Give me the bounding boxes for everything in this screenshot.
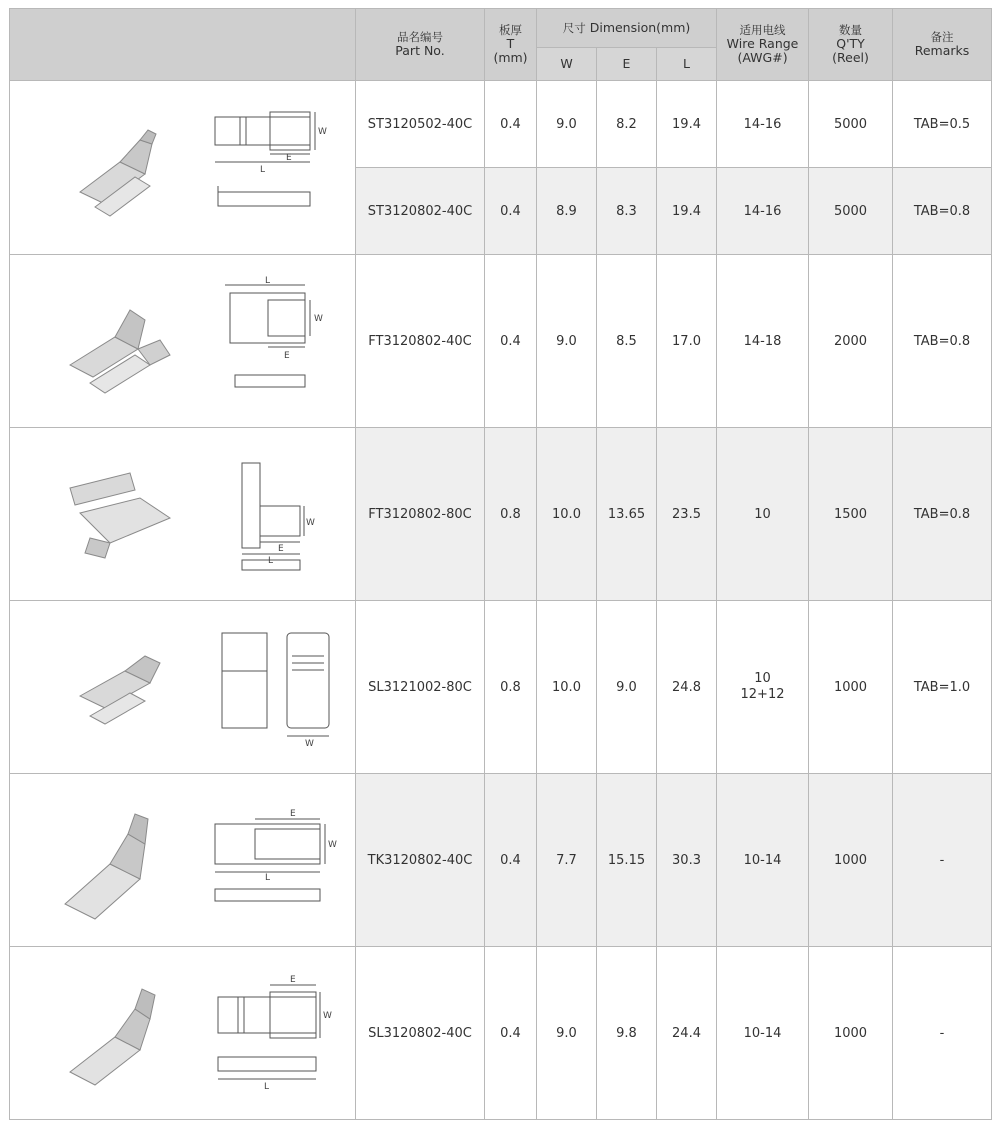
dim-label-l: L — [264, 1082, 270, 1092]
dim-w: 9.0 — [537, 255, 597, 428]
dim-e: 9.0 — [597, 601, 657, 774]
part-no: SL3120802-40C — [356, 947, 485, 1120]
header-part-no-cn: 品名编号 — [397, 29, 443, 44]
dim-label-w: W — [328, 840, 337, 850]
dim-l: 23.5 — [657, 428, 717, 601]
quantity: 2000 — [809, 255, 893, 428]
header-w: W — [537, 48, 597, 81]
terminal-illustration — [10, 601, 356, 773]
terminal-drawing — [225, 285, 310, 387]
product-image-cell — [10, 428, 356, 601]
wire-range — [717, 601, 809, 774]
remarks: TAB=0.5 — [893, 81, 992, 168]
dim-e: 13.65 — [597, 428, 657, 601]
wire-range: 14-16 — [717, 168, 809, 255]
header-dimension-cn: 尺寸 — [562, 20, 586, 35]
dim-label-e: E — [290, 809, 296, 819]
remarks: TAB=0.8 — [893, 428, 992, 601]
table-row — [10, 774, 992, 947]
remarks: - — [893, 774, 992, 947]
table-row — [10, 81, 992, 168]
header-qty-en: Q'TY — [836, 35, 865, 51]
quantity: 1000 — [809, 774, 893, 947]
dim-e: 9.8 — [597, 947, 657, 1120]
header-thickness-cn: 板厚 — [499, 22, 522, 37]
dim-label-e: E — [284, 351, 290, 361]
quantity: 1000 — [809, 601, 893, 774]
wire-range: 10-14 — [717, 774, 809, 947]
dim-l: 19.4 — [657, 81, 717, 168]
header-wire-cn: 适用电线 — [739, 22, 786, 37]
header-dimension — [537, 9, 717, 48]
terminal-photo — [80, 656, 160, 724]
thickness: 0.4 — [485, 947, 537, 1120]
terminal-photo — [70, 310, 170, 393]
thickness: 0.8 — [485, 428, 537, 601]
dim-l: 30.3 — [657, 774, 717, 947]
header-part-no-en: Part No. — [395, 42, 445, 58]
quantity: 1000 — [809, 947, 893, 1120]
part-no: TK3120802-40C — [356, 774, 485, 947]
wire-range-line-1: 10 — [754, 671, 771, 687]
thickness: 0.4 — [485, 774, 537, 947]
terminal-photo — [65, 814, 148, 919]
thickness: 0.4 — [485, 81, 537, 168]
dim-label-e: E — [290, 975, 296, 985]
table-row — [10, 428, 992, 601]
wire-range: 14-18 — [717, 255, 809, 428]
table-row — [10, 601, 992, 774]
part-no: FT3120802-80C — [356, 428, 485, 601]
terminal-spec-table — [9, 8, 992, 1120]
dim-label-e: E — [278, 544, 284, 554]
header-remarks — [893, 9, 992, 81]
product-image-cell — [10, 81, 356, 255]
dim-label-l: L — [265, 276, 271, 286]
dim-label-w: W — [318, 126, 327, 137]
dim-w: 8.9 — [537, 168, 597, 255]
dim-label-w: W — [305, 739, 314, 749]
terminal-illustration — [10, 428, 356, 600]
product-image-cell — [10, 774, 356, 947]
terminal-photo — [80, 130, 156, 216]
header-qty-unit: (Reel) — [832, 50, 869, 66]
header-thickness-en: T — [506, 35, 515, 51]
wire-range: 10-14 — [717, 947, 809, 1120]
terminal-drawing — [242, 463, 304, 570]
dim-label-w: W — [314, 314, 323, 324]
dim-e: 8.3 — [597, 168, 657, 255]
dim-e: 15.15 — [597, 774, 657, 947]
table-row — [10, 255, 992, 428]
dim-l: 24.4 — [657, 947, 717, 1120]
quantity: 1500 — [809, 428, 893, 601]
header-l: L — [657, 48, 717, 81]
header-wire-unit: (AWG#) — [737, 50, 788, 66]
remarks: TAB=0.8 — [893, 168, 992, 255]
terminal-drawing — [222, 633, 329, 736]
dim-w: 10.0 — [537, 428, 597, 601]
dim-w: 7.7 — [537, 774, 597, 947]
terminal-drawing — [215, 112, 315, 206]
terminal-illustration — [10, 947, 356, 1119]
wire-range-line-2: 12+12 — [740, 687, 785, 702]
thickness: 0.8 — [485, 601, 537, 774]
header-remarks-en: Remarks — [914, 42, 970, 58]
header-wire-en: Wire Range — [726, 35, 799, 51]
dim-l: 17.0 — [657, 255, 717, 428]
header-thickness-unit: (mm) — [493, 50, 528, 66]
remarks: TAB=1.0 — [893, 601, 992, 774]
dim-label-l: L — [268, 556, 274, 566]
header-thickness — [485, 9, 537, 81]
remarks: TAB=0.8 — [893, 255, 992, 428]
dim-label-l: L — [260, 164, 266, 175]
header-remarks-cn: 备注 — [930, 29, 954, 44]
thickness: 0.4 — [485, 255, 537, 428]
terminal-illustration — [10, 774, 356, 946]
dim-w: 9.0 — [537, 947, 597, 1120]
terminal-photo — [70, 989, 155, 1085]
product-image-cell — [10, 947, 356, 1120]
part-no: ST3120502-40C — [356, 81, 485, 168]
spec-table-container — [9, 8, 991, 1124]
header-row-top — [10, 9, 992, 48]
header-qty-cn: 数量 — [839, 22, 863, 37]
dim-label-e: E — [286, 152, 292, 163]
header-qty — [809, 9, 893, 81]
part-no: ST3120802-40C — [356, 168, 485, 255]
dim-label-w: W — [323, 1011, 332, 1021]
thickness: 0.4 — [485, 168, 537, 255]
part-no: FT3120802-40C — [356, 255, 485, 428]
wire-range: 14-16 — [717, 81, 809, 168]
table-row — [10, 947, 992, 1120]
dim-l: 24.8 — [657, 601, 717, 774]
terminal-illustration — [10, 255, 356, 427]
dim-label-w: W — [306, 518, 315, 528]
dim-e: 8.5 — [597, 255, 657, 428]
header-dimension-en: Dimension(mm) — [589, 19, 691, 35]
quantity: 5000 — [809, 168, 893, 255]
terminal-photo — [70, 473, 170, 558]
header-e: E — [597, 48, 657, 81]
remarks: - — [893, 947, 992, 1120]
dim-w: 9.0 — [537, 81, 597, 168]
wire-range: 10 — [717, 428, 809, 601]
terminal-drawing — [218, 985, 320, 1079]
quantity: 5000 — [809, 81, 893, 168]
header-image-cell — [10, 9, 356, 81]
product-image-cell — [10, 255, 356, 428]
part-no: SL3121002-80C — [356, 601, 485, 774]
terminal-drawing — [215, 819, 325, 901]
dim-e: 8.2 — [597, 81, 657, 168]
header-wire-range — [717, 9, 809, 81]
dim-l: 19.4 — [657, 168, 717, 255]
header-part-no — [356, 9, 485, 81]
terminal-illustration — [10, 82, 356, 254]
dim-label-l: L — [265, 873, 271, 883]
product-image-cell — [10, 601, 356, 774]
dim-w: 10.0 — [537, 601, 597, 774]
